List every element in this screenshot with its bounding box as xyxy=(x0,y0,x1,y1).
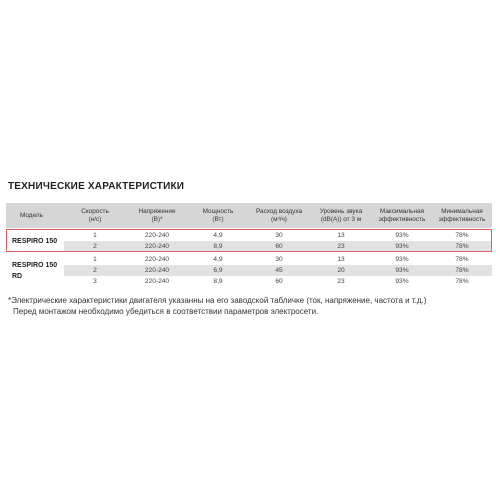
column-header xyxy=(126,203,188,229)
table-row xyxy=(6,276,492,287)
table-cell: 23 xyxy=(310,276,372,287)
column-header xyxy=(432,203,492,229)
table-cell: 220-240 xyxy=(126,241,188,253)
column-header xyxy=(6,203,64,229)
column-header xyxy=(310,203,372,229)
column-header-line: эффективность xyxy=(378,215,426,223)
footnote-line-2: Перед монтажом необходимо убедиться в соответствии параметров электросети. xyxy=(13,307,319,316)
column-header-line: Модель xyxy=(20,211,43,219)
table-cell: 13 xyxy=(310,229,372,241)
table-cell: 220-240 xyxy=(126,265,188,276)
column-header-line: (н/с) xyxy=(88,215,102,223)
table-row xyxy=(6,265,492,276)
table-cell: 93% xyxy=(372,253,432,265)
column-header xyxy=(64,203,126,229)
footnote xyxy=(8,295,492,317)
table-cell: 78% xyxy=(432,276,492,287)
table-cell: 78% xyxy=(432,265,492,276)
model-name-cell: RESPIRO 150 RD xyxy=(6,253,64,287)
table-cell: 93% xyxy=(372,241,432,253)
column-header xyxy=(372,203,432,229)
table-cell: 3 xyxy=(64,276,126,287)
table-cell: 93% xyxy=(372,276,432,287)
column-header xyxy=(188,203,248,229)
table-cell: 8,9 xyxy=(188,276,248,287)
column-header-line: (В)* xyxy=(151,215,163,223)
table-cell: 1 xyxy=(64,253,126,265)
column-header-line: Уровень звука xyxy=(319,207,363,215)
table-cell: 6,9 xyxy=(188,265,248,276)
table-cell: 220-240 xyxy=(126,253,188,265)
column-header-line: Мощность xyxy=(202,207,234,215)
table-cell: 93% xyxy=(372,229,432,241)
table-cell: 20 xyxy=(310,265,372,276)
column-header-line: Минимальная xyxy=(441,207,483,215)
column-header xyxy=(248,203,310,229)
table-cell: 78% xyxy=(432,241,492,253)
table-cell: 220-240 xyxy=(126,229,188,241)
table-header-row xyxy=(6,203,492,229)
specs-table xyxy=(6,203,492,287)
table-cell: 78% xyxy=(432,229,492,241)
column-header-line: Максимальная xyxy=(379,207,425,215)
table-cell: 13 xyxy=(310,253,372,265)
table-cell: 30 xyxy=(248,253,310,265)
table-row xyxy=(6,241,492,253)
table-cell: 78% xyxy=(432,253,492,265)
table-cell: 1 xyxy=(64,229,126,241)
table-cell: 60 xyxy=(248,241,310,253)
table-cell: 45 xyxy=(248,265,310,276)
table-cell: 93% xyxy=(372,265,432,276)
footnote-line-1: *Электрические характеристики двигателя указанны на его заводской табличке (ток, напряжение, частота и т.д.) xyxy=(8,296,427,305)
column-header-line: (Вт) xyxy=(212,215,224,223)
table-cell: 4,9 xyxy=(188,253,248,265)
table-row xyxy=(6,229,492,241)
table-cell: 2 xyxy=(64,265,126,276)
section-title: ТЕХНИЧЕСКИЕ ХАРАКТЕРИСТИКИ xyxy=(8,181,185,192)
column-header-line: эффективность xyxy=(438,215,486,223)
table-cell: 30 xyxy=(248,229,310,241)
table-cell: 23 xyxy=(310,241,372,253)
table-row xyxy=(6,253,492,265)
model-name-cell: RESPIRO 150 xyxy=(6,229,64,253)
column-header-line: Расход воздуха xyxy=(255,207,303,215)
column-header-line: (м³/ч) xyxy=(271,215,287,223)
table-cell: 2 xyxy=(64,241,126,253)
table-cell: 60 xyxy=(248,276,310,287)
column-header-line: (dB(A)) от 3 м xyxy=(320,215,362,223)
column-header-line: Напряжение xyxy=(138,207,176,215)
table-cell: 4,9 xyxy=(188,229,248,241)
table-cell: 220-240 xyxy=(126,276,188,287)
column-header-line: Скорость xyxy=(81,207,109,215)
table-cell: 8,9 xyxy=(188,241,248,253)
